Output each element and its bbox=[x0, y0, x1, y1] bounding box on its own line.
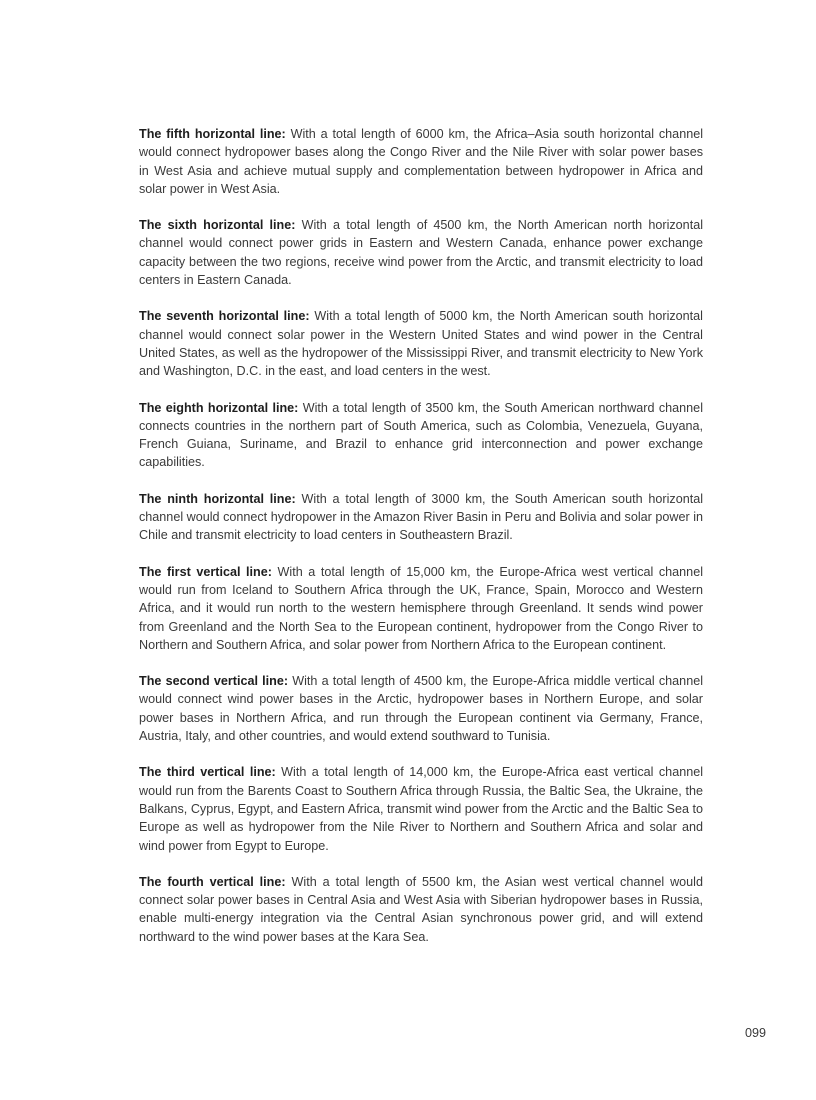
paragraph-text: With a total length of 15,000 km, the Europe-Africa west vertical channel would run from Iceland to Southern Africa through the UK, France, Spain, Morocco and Western Africa, and it would run north to the western hemisphere through Greenland. It sends wind power from Greenland and the North Sea to the European continent, hydropower from the Congo River to Northern and Southern Africa, and solar power from Northern Africa to the European continent. bbox=[139, 564, 703, 652]
paragraph-fourth-vertical-line bbox=[139, 873, 703, 946]
paragraph-text: With a total length of 14,000 km, the Europe-Africa east vertical channel would run from the Barents Coast to Southern Africa through Russia, the Baltic Sea, the Ukraine, the Balkans, Cyprus, Egypt, and Eastern Africa, transmit wind power from the Arctic and the Baltic Sea to Europe as well as hydropower from the Nile River to Northern and Southern Africa and solar and wind power from Egypt to Europe. bbox=[139, 765, 704, 853]
paragraph-fifth-horizontal-line bbox=[139, 125, 703, 198]
paragraph-text: With a total length of 3000 km, the South American south horizontal channel would connect hydropower in the Amazon River Basin in Peru and Bolivia and solar power in Chile and transmit electricity to load centers in Southeastern Brazil. bbox=[139, 491, 703, 543]
paragraph-seventh-horizontal-line bbox=[139, 307, 703, 380]
paragraph-text: With a total length of 4500 km, the North American north horizontal channel would connect power grids in Eastern and Western Canada, enhance power exchange capacity between the two regions, receive wind power from the Arctic, and transmit electricity to load centers in Eastern Canada. bbox=[139, 218, 703, 288]
paragraph-text: With a total length of 5000 km, the North American south horizontal channel would connect solar power in the Western United States and wind power in the Central United States, as well as the hydropower of the Mississippi River, and transmit electricity to New York and Washington, D.C. in the east, and load centers in the west. bbox=[139, 309, 703, 379]
paragraph-ninth-horizontal-line bbox=[139, 490, 703, 545]
paragraph-lead: The eighth horizontal line: bbox=[139, 400, 299, 415]
paragraph-lead: The first vertical line: bbox=[139, 564, 272, 579]
paragraph-text: With a total length of 3500 km, the South American northward channel connects countries in the northern part of South America, such as Colombia, Venezuela, Guyana, French Guiana, Suriname, and Brazil to enhance grid interconnection and power exchange capabilities. bbox=[139, 400, 703, 470]
paragraph-second-vertical-line bbox=[139, 672, 703, 745]
page-number: 099 bbox=[745, 1026, 767, 1040]
paragraph-lead: The seventh horizontal line: bbox=[139, 309, 310, 324]
paragraph-first-vertical-line bbox=[139, 563, 703, 654]
paragraph-eighth-horizontal-line bbox=[139, 399, 703, 472]
paragraph-text: With a total length of 4500 km, the Europe-Africa middle vertical channel would connect wind power bases in the Arctic, hydropower bases in Northern Europe, and solar power bases in Northern Africa, and run through the European continent via Germany, France, Austria, Italy, and other countries, and would extend southward to Tunisia. bbox=[139, 674, 703, 744]
paragraph-lead: The fifth horizontal line: bbox=[139, 127, 286, 141]
paragraph-lead: The fourth vertical line: bbox=[139, 874, 286, 889]
paragraph-lead: The sixth horizontal line: bbox=[139, 218, 296, 233]
body-text bbox=[139, 125, 703, 964]
paragraph-text: With a total length of 6000 km, the Africa–Asia south horizontal channel would connect hydropower bases along the Congo River and the Nile River with solar power bases in West Asia and achieve mutual supply and complementation between hydropower in Africa and solar power in West Asia. bbox=[139, 127, 704, 196]
paragraph-sixth-horizontal-line bbox=[139, 216, 703, 289]
paragraph-third-vertical-line bbox=[139, 763, 703, 854]
paragraph-lead: The ninth horizontal line: bbox=[139, 491, 296, 506]
paragraph-lead: The third vertical line: bbox=[139, 765, 276, 780]
paragraph-text: With a total length of 5500 km, the Asian west vertical channel would connect solar power bases in Central Asia and West Asia with Siberian hydropower bases in Russia, enable multi-energy integration via the Central Asian synchronous power grid, and will extend northward to the wind power bases at the Kara Sea. bbox=[139, 874, 703, 944]
paragraph-lead: The second vertical line: bbox=[139, 674, 289, 689]
